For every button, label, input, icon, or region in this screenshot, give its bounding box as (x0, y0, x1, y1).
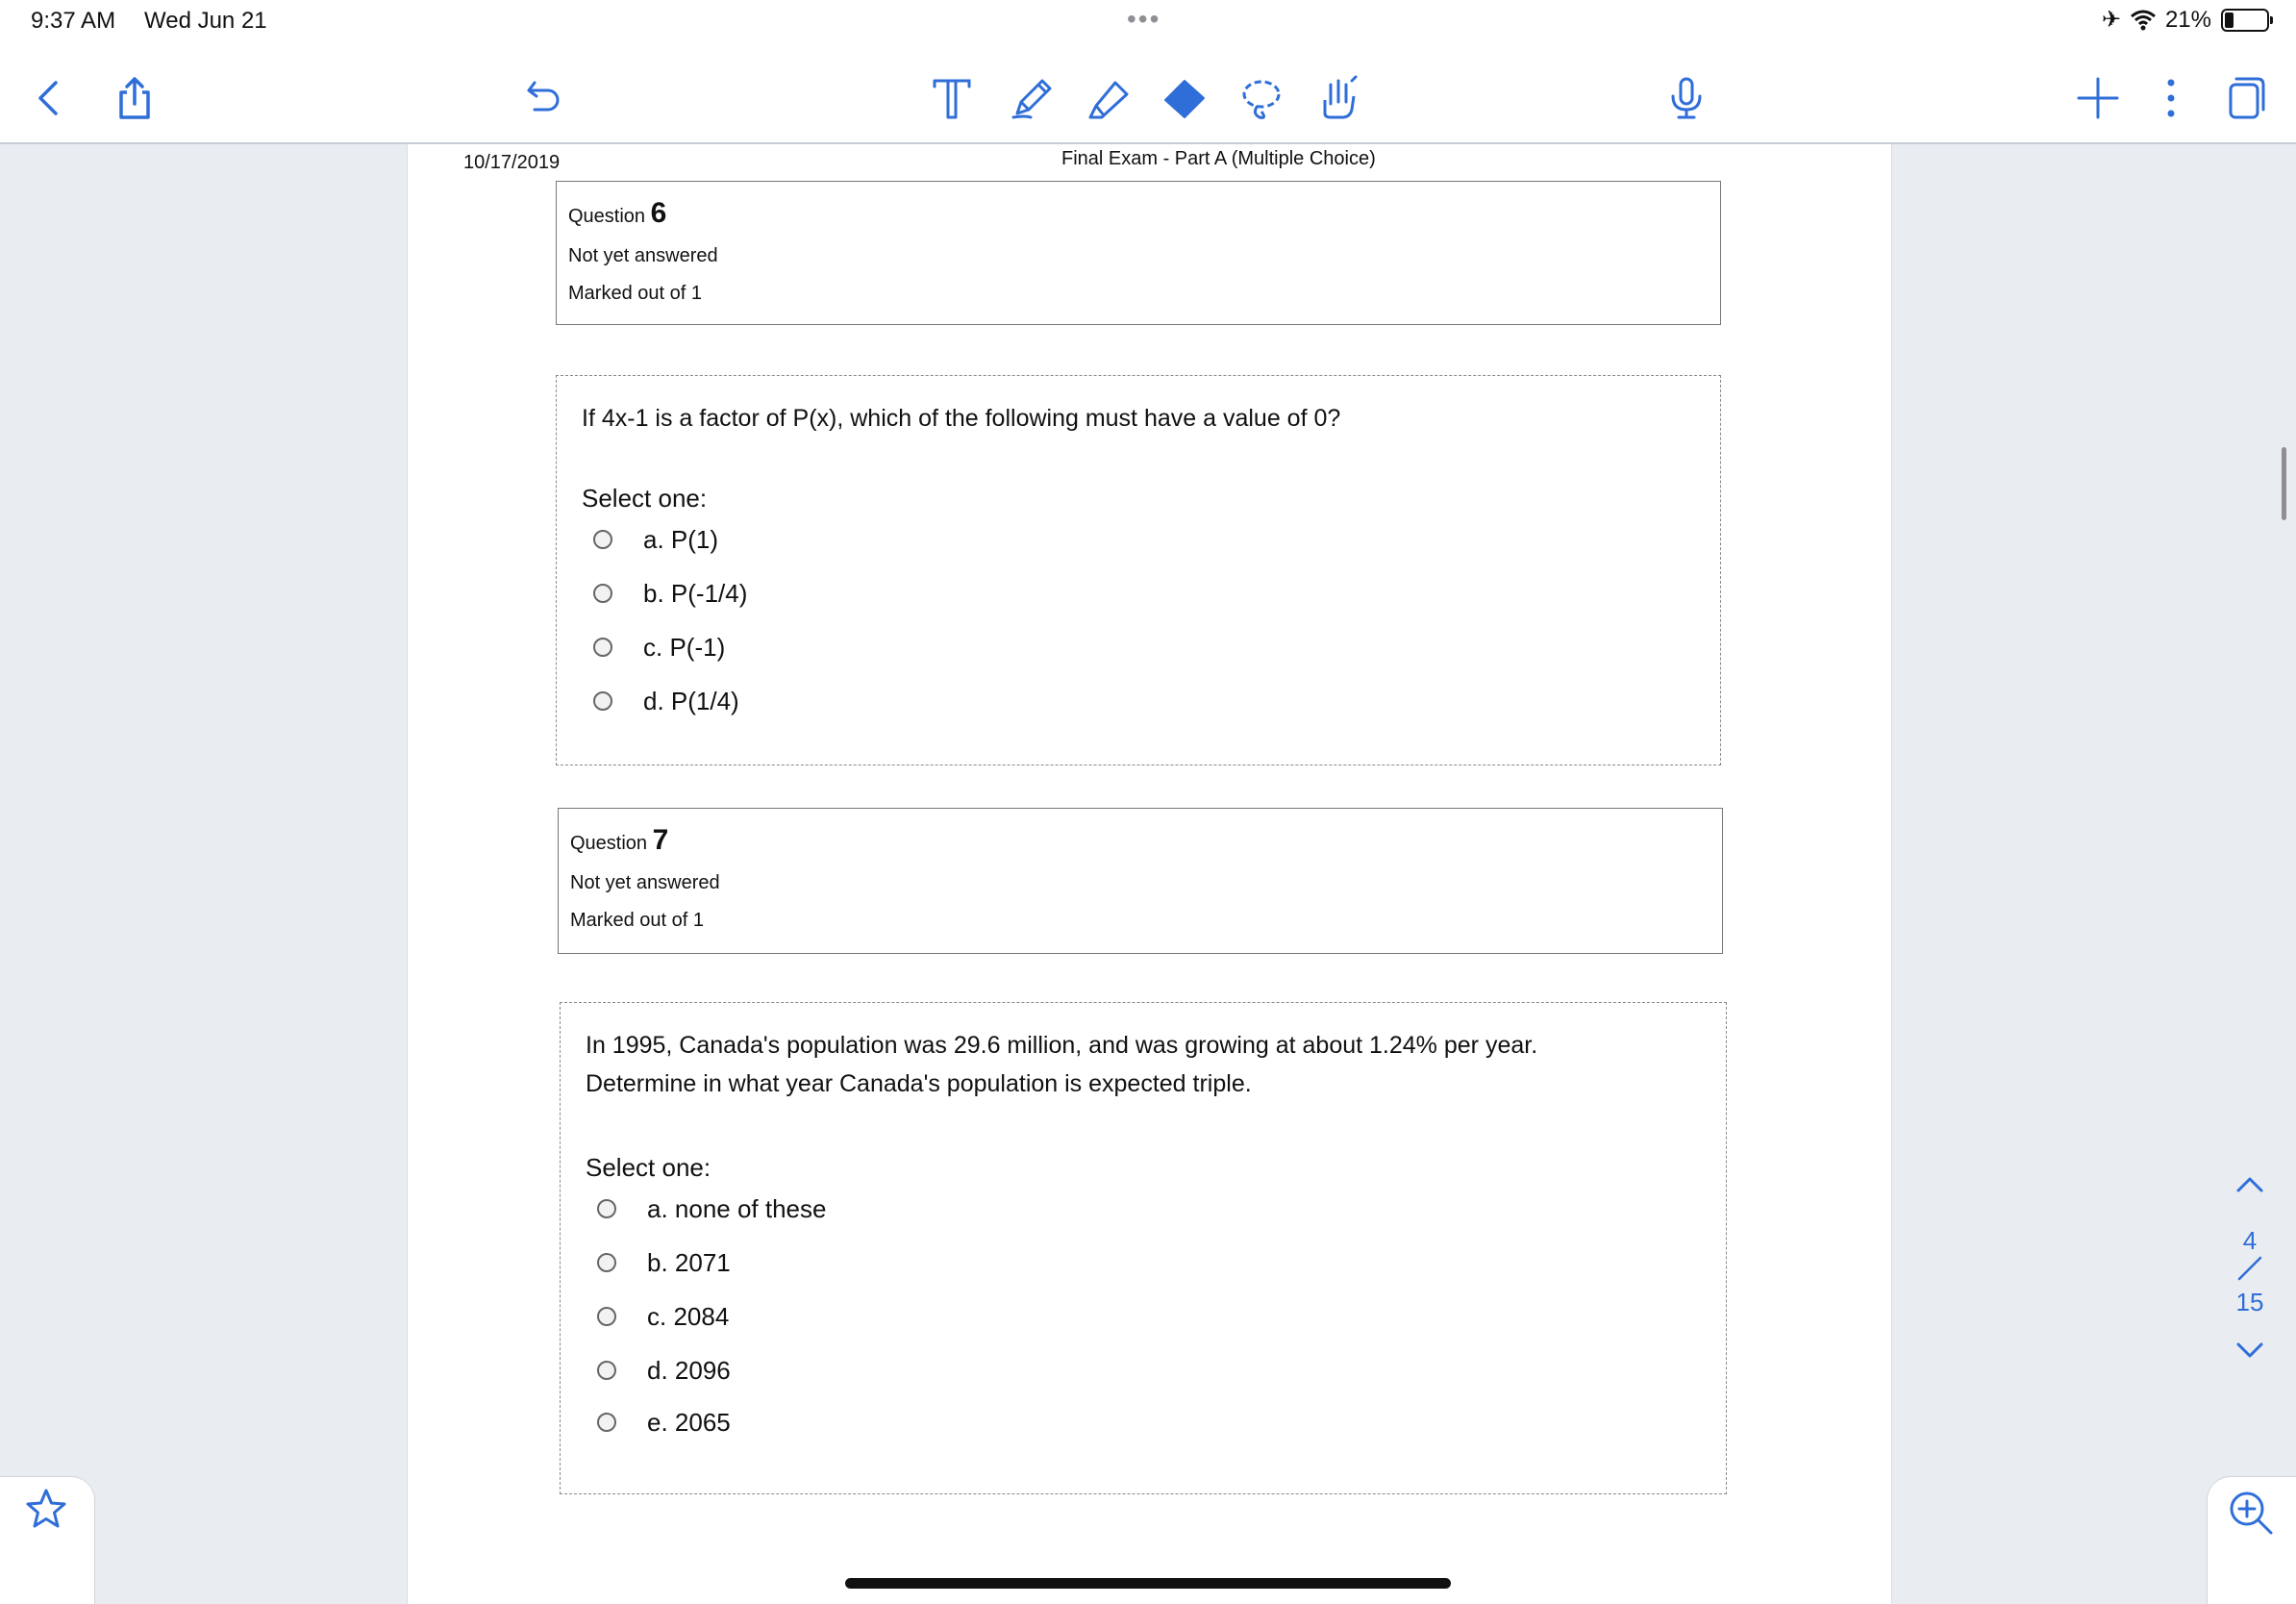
select-one-label: Select one: (586, 1153, 711, 1182)
radio-button[interactable] (593, 530, 612, 549)
document-page[interactable] (407, 144, 1892, 1604)
radio-button[interactable] (597, 1413, 616, 1432)
add-icon[interactable] (2071, 71, 2125, 125)
radio-button[interactable] (597, 1307, 616, 1326)
previous-page-icon[interactable] (2225, 1173, 2275, 1203)
option-label: e. 2065 (647, 1407, 731, 1437)
answer-option[interactable] (593, 524, 719, 554)
battery-level (2225, 13, 2234, 28)
radio-button[interactable] (593, 584, 612, 603)
header-date: 10/17/2019 (463, 152, 561, 173)
next-page-icon[interactable] (2225, 1339, 2275, 1368)
multitasking-dots-icon[interactable]: ••• (1127, 4, 1161, 34)
pen-tool-icon[interactable] (1006, 71, 1060, 125)
answer-option[interactable] (597, 1193, 827, 1223)
option-label: c. 2084 (647, 1301, 730, 1331)
question-text-line: In 1995, Canada's population was 29.6 million, and was growing at about 1.24% per year. (586, 1032, 1538, 1059)
option-label: d. P(1/4) (643, 686, 739, 715)
home-indicator[interactable] (845, 1578, 1451, 1589)
option-label: d. 2096 (647, 1355, 731, 1385)
share-icon[interactable] (108, 71, 162, 125)
undo-icon[interactable] (517, 71, 571, 125)
question-text-line: Determine in what year Canada's population is expected triple. (586, 1070, 1252, 1097)
question-status: Not yet answered (570, 872, 720, 893)
answer-option[interactable] (593, 686, 739, 715)
battery-percent: 21% (2164, 6, 2211, 33)
answer-option[interactable] (593, 578, 748, 608)
option-label: a. none of these (647, 1193, 827, 1223)
question-number: 6 (650, 197, 667, 229)
answer-option[interactable] (597, 1301, 730, 1331)
lasso-tool-icon[interactable] (1235, 71, 1288, 125)
question-info-box (556, 181, 1721, 325)
total-pages: 15 (2235, 1288, 2264, 1316)
question-heading (570, 824, 1710, 857)
option-label: b. 2071 (647, 1247, 731, 1277)
current-page: 4 (2242, 1226, 2258, 1255)
toolbar (0, 44, 2296, 144)
more-icon[interactable] (2144, 71, 2198, 125)
favorite-star-icon[interactable] (23, 1487, 69, 1533)
back-icon[interactable] (23, 71, 77, 125)
header-title: Final Exam - Part A (Multiple Choice) (1061, 148, 1376, 169)
zoom-in-icon[interactable] (2227, 1489, 2275, 1537)
question-marks: Marked out of 1 (568, 283, 702, 304)
status-bar (0, 0, 2296, 44)
option-label: a. P(1) (643, 524, 719, 554)
question-info-box (558, 808, 1723, 954)
question-number: 7 (652, 824, 669, 856)
page-separator-icon (2225, 1256, 2275, 1288)
status-indicators (2102, 6, 2269, 34)
microphone-icon[interactable] (1660, 71, 1713, 125)
favorite-panel (0, 1477, 94, 1604)
hand-tool-icon[interactable] (1310, 71, 1363, 125)
option-label: c. P(-1) (643, 632, 726, 662)
highlighter-tool-icon[interactable] (1083, 71, 1136, 125)
status-date: Wed Jun 21 (144, 8, 267, 34)
question-status: Not yet answered (568, 245, 718, 266)
answer-option[interactable] (597, 1355, 731, 1385)
option-label: b. P(-1/4) (643, 578, 748, 608)
battery-icon (2221, 9, 2269, 32)
status-time: 9:37 AM (31, 8, 116, 34)
question-text (586, 1026, 1537, 1103)
answer-option[interactable] (597, 1407, 731, 1437)
wifi-icon (2131, 10, 2156, 31)
answer-option[interactable] (597, 1247, 731, 1277)
text-tool-icon[interactable] (925, 71, 979, 125)
pages-icon[interactable] (2217, 71, 2271, 125)
eraser-tool-icon[interactable] (1158, 71, 1211, 125)
question-content-box (556, 375, 1721, 765)
question-heading (568, 197, 1709, 230)
radio-button[interactable] (597, 1361, 616, 1380)
radio-button[interactable] (593, 691, 612, 711)
select-one-label: Select one: (582, 484, 708, 513)
radio-button[interactable] (597, 1253, 616, 1272)
question-label: Question (568, 206, 646, 227)
answer-option[interactable] (593, 632, 726, 662)
scrollbar-thumb[interactable] (2282, 447, 2286, 520)
radio-button[interactable] (593, 638, 612, 657)
airplane-mode-icon: ✈ (2101, 7, 2121, 33)
zoom-panel (2208, 1477, 2296, 1604)
question-label: Question (570, 833, 648, 854)
question-marks: Marked out of 1 (570, 910, 704, 931)
page-navigator (2225, 1173, 2275, 1368)
radio-button[interactable] (597, 1199, 616, 1218)
question-text: If 4x-1 is a factor of P(x), which of the following must have a value of 0? (582, 405, 1341, 432)
question-content-box (560, 1002, 1727, 1494)
